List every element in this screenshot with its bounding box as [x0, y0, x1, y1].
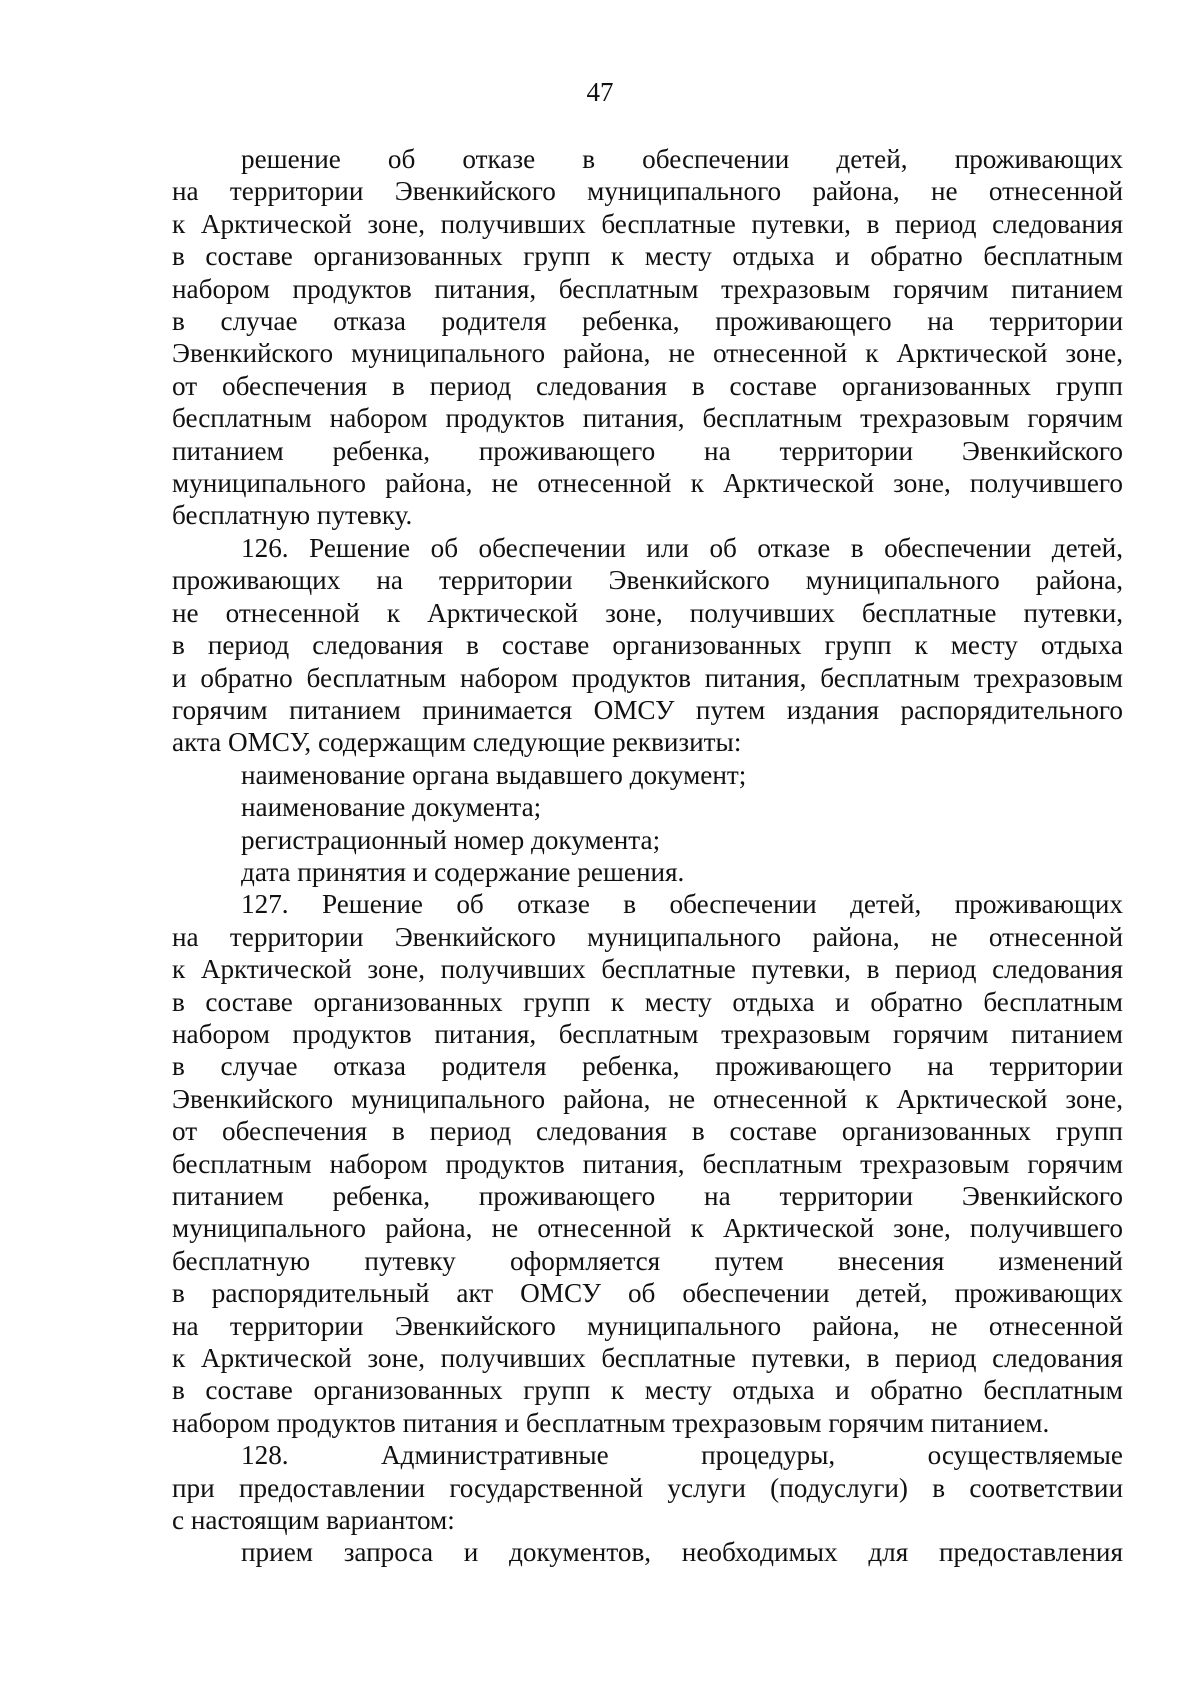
- text-line: в распорядительный акт ОМСУ об обеспечении детей, проживающих: [172, 1278, 1123, 1309]
- text-line: от обеспечения в период следования в составе организованных групп: [172, 1116, 1123, 1147]
- text-line: не отнесенной к Арктической зоне, получивших бесплатные путевки,: [172, 597, 1123, 628]
- text-line: муниципального района, не отнесенной к Арктической зоне, получившего: [172, 468, 1123, 499]
- list-item: дата принятия и содержание решения.: [241, 856, 685, 887]
- text-line: к Арктической зоне, получивших бесплатные путевки, в период следования: [172, 208, 1123, 239]
- text-line: набором продуктов питания и бесплатным трехразовым горячим питанием.: [172, 1407, 1050, 1438]
- text-line: в случае отказа родителя ребенка, проживающего на территории: [172, 1051, 1123, 1082]
- text-line: набором продуктов питания, бесплатным трехразовым горячим питанием: [172, 273, 1123, 304]
- text-line: в период следования в составе организованных групп к месту отдыха: [172, 630, 1123, 661]
- page-number: 47: [586, 77, 614, 107]
- text-line: на территории Эвенкийского муниципального района, не отнесенной: [172, 176, 1123, 207]
- text-line: 127. Решение об отказе в обеспечении детей, проживающих: [241, 889, 1123, 920]
- text-line: прием запроса и документов, необходимых для предоставления: [241, 1537, 1123, 1568]
- text-line: питанием ребенка, проживающего на территории Эвенкийского: [172, 435, 1123, 466]
- paragraph-126: [172, 532, 1123, 759]
- text-line: муниципального района, не отнесенной к Арктической зоне, получившего: [172, 1213, 1123, 1244]
- text-line: при предоставлении государственной услуги (подуслуги) в соответствии: [172, 1472, 1123, 1503]
- text-line: к Арктической зоне, получивших бесплатные путевки, в период следования: [172, 954, 1123, 985]
- text-line: 126. Решение об обеспечении или об отказе в обеспечении детей,: [241, 532, 1123, 563]
- text-line: горячим питанием принимается ОМСУ путем издания распорядительного: [172, 694, 1123, 725]
- text-line: на территории Эвенкийского муниципального района, не отнесенной: [172, 921, 1123, 952]
- procedure-item: [172, 1536, 1123, 1568]
- text-line: бесплатную путевку.: [172, 500, 413, 531]
- list-item: наименование органа выдавшего документ;: [241, 759, 747, 790]
- text-line: в составе организованных групп к месту отдыха и обратно бесплатным: [172, 1375, 1123, 1406]
- text-line: в составе организованных групп к месту отдыха и обратно бесплатным: [172, 241, 1123, 272]
- text-line: набором продуктов питания, бесплатным трехразовым горячим питанием: [172, 1018, 1123, 1049]
- text-line: в составе организованных групп к месту отдыха и обратно бесплатным: [172, 986, 1123, 1017]
- paragraph-continuation: [172, 143, 1123, 532]
- text-line: акта ОМСУ, содержащим следующие реквизиты:: [172, 727, 742, 758]
- list-item: регистрационный номер документа;: [241, 824, 661, 855]
- text-line: от обеспечения в период следования в составе организованных групп: [172, 370, 1123, 401]
- text-line: питанием ребенка, проживающего на территории Эвенкийского: [172, 1181, 1123, 1211]
- text-line: к Арктической зоне, получивших бесплатные путевки, в период следования: [172, 1343, 1123, 1374]
- paragraph-127: [172, 888, 1123, 1439]
- text-line: на территории Эвенкийского муниципального района, не отнесенной: [172, 1310, 1123, 1341]
- paragraph-128: [172, 1439, 1123, 1536]
- list-item: наименование документа;: [241, 792, 542, 823]
- requisites-list: [172, 759, 1123, 889]
- document-body: [172, 143, 1123, 1569]
- text-line: и обратно бесплатным набором продуктов питания, бесплатным трехразовым: [172, 662, 1123, 693]
- text-line: с настоящим вариантом:: [172, 1505, 455, 1536]
- text-line: Эвенкийского муниципального района, не отнесенной к Арктической зоне,: [172, 338, 1123, 369]
- text-line: Эвенкийского муниципального района, не отнесенной к Арктической зоне,: [172, 1083, 1123, 1114]
- text-line: проживающих на территории Эвенкийского муниципального района,: [172, 565, 1123, 596]
- text-line: бесплатным набором продуктов питания, бесплатным трехразовым горячим: [172, 403, 1123, 434]
- text-line: бесплатным набором продуктов питания, бесплатным трехразовым горячим: [172, 1148, 1123, 1179]
- text-line: бесплатную путевку оформляется путем внесения изменений: [172, 1245, 1123, 1276]
- text-line: 128. Административные процедуры, осуществляемые: [241, 1440, 1123, 1471]
- text-line: решение об отказе в обеспечении детей, проживающих: [241, 144, 1123, 174]
- text-line: в случае отказа родителя ребенка, проживающего на территории: [172, 306, 1123, 337]
